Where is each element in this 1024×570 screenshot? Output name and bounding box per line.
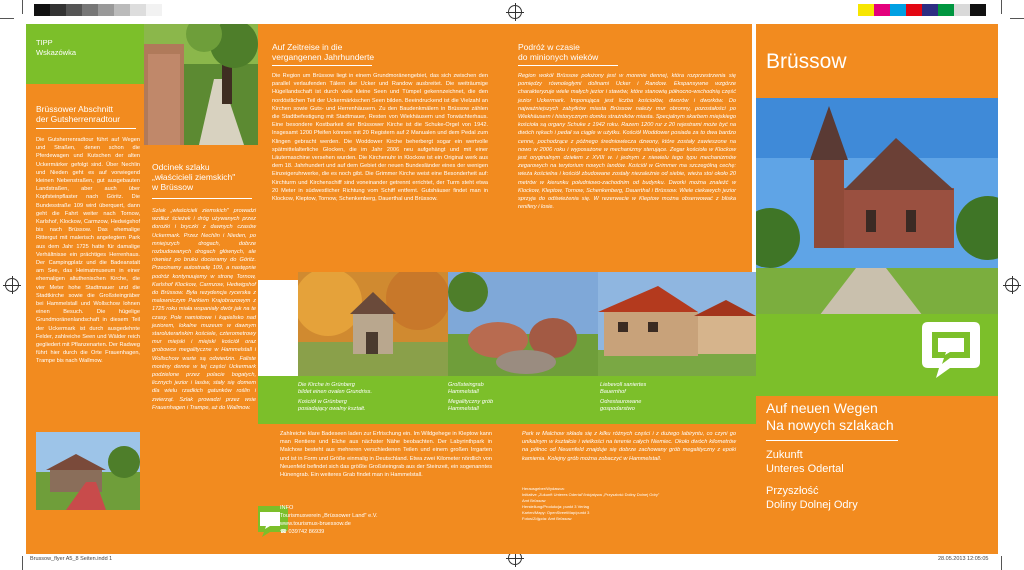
cover-initiative-line1: Zukunft bbox=[766, 449, 803, 461]
caption-pl-line2: posiadający owalny kształt. bbox=[298, 406, 366, 412]
caption-grave bbox=[448, 382, 493, 413]
info-label: INFO bbox=[280, 505, 294, 511]
panel3-body: Die Region um Brüssow liegt in einem Grundmoränengebiet, das sich zwischen den parallel verlaufenden Tälern der Ucker und Randow ausbreitet. Die weiträumige Hügellandschaft ist durch viele kleine Seen und Tümpel gekennzeichnet, die den nordöstlichen Teil der Uckermärkischen Seen bilden. Beeindruckend ist die Vielzahl an Kirchen sowie Guts- und Herrenhäusern. Zu den Baudenkmälern in Brüssow zählen die Stadtbefestigung mit Stadtmauer, Resten von Wiekhäusern und Torwächterhaus. Eine besondere Kostbarkeit der Brüssower Kirche ist die Schuke-Orgel von 1942. Insgesamt 1200 Pfeifen können mit 20 Registern auf 2 Manualen und dem Pedal zum Klingen gebracht werden. Die Woddower Kirche beherbergt sogar ein wertvolle spätmittelalterliche Glocken, die im Jahr 2006 neu aufgehängt und mit einer Läutemaschine versehen wurden. Die Kirchenuhr in Klockow ist ein Original werk aus dem 18. Jahrhundert und auf dem Gebiet der neuen Bundesländer eines der wenigen Einzeigeruhrwerke, die es noch gibt. Die Grimmer Kirche weist eine Besonderheit auf: Kirchturm und Kirchenschiff sind voneinander getrennt errichtet, der Turm steht etwa 20 Meter in südwestlicher Richtung vom Schiff entfernt. Gutshäuser findet man in Klockow, Kleptow, Tornow, Schenkenberg, Dauerthal und Brüssow. bbox=[272, 73, 488, 203]
cover-initiative-line2: Unteres Odertal bbox=[766, 463, 844, 475]
panel3-heading-line2: vergangenen Jahrhunderte bbox=[272, 52, 375, 62]
photo-town-wall-path bbox=[144, 24, 258, 145]
panel-zeitreise-pl bbox=[506, 24, 752, 280]
cover-green-band bbox=[756, 314, 998, 396]
panel-badeseen-de bbox=[258, 424, 506, 554]
tip-badge bbox=[26, 24, 144, 84]
crop-mark bbox=[0, 18, 14, 19]
panel1-heading bbox=[36, 104, 120, 124]
caption-grunberg bbox=[298, 382, 372, 413]
panel2-heading-line2: „właścicieli ziemskich" bbox=[152, 172, 236, 182]
panel2-body: Szlak „właścicieli ziemskich" prowadzi wzdłuż ścieżek i dróg używanych przez dorożki i bryczki z dawnych czasów Uckermark. Przez Nechlin i Nieden, po mniejszych drogach, dobrze rozbudowanych drogach głównych, ale również po bruku docieramy do Göritz. Przecinamy autostradę 109, a następnie podróż kontynuujemy w stronę Tornow, Karlshof Klockow, Carmzow, Hedwigshof do Brüssow. Była rezydencja rycerska z malowniczym Parkiem Krajobrazowym z 1725 roku miała wspaniały dwór jak na te czasy. Pole namiotowe i kąpielisko nad jeziorem, lokalne muzeum w dawnym staroluterańskim kościele, czterometrowy mur miejski i miejski kościół oraz grobowce megalityczne w Hammelstall i Wollschow warte są odwiedzin. Faliste morény denne w tej części Uckermark podzielone przez polacie bogatych, licznych jezior i lasów, stały się domem dla wielu rzadkich gatunków roślin i zwierząt. Szlak prowadzi przez wsie Frauenhagen i Trampe, aż do Wallmow. bbox=[152, 208, 256, 411]
panel3-heading bbox=[272, 42, 374, 62]
slug-file: Brussow_flyer A5_8 Seiten.indd 1 bbox=[30, 556, 113, 562]
photo-old-house-cyclepath bbox=[36, 432, 140, 510]
caption-pl-line2: Hammelstall bbox=[448, 406, 479, 412]
imprint-line: Herstellung/Produkcja: punkt 3 Verlag bbox=[522, 504, 589, 509]
panel-cover bbox=[756, 24, 998, 554]
panel-gutsherrenradtour-de bbox=[26, 24, 258, 554]
crop-mark bbox=[1001, 0, 1002, 14]
color-control-strip bbox=[858, 4, 986, 16]
divider bbox=[272, 65, 372, 66]
imprint-line: Fotos/Zdjęcia: Amt Brüssow bbox=[522, 516, 572, 521]
caption-de: Großsteingrab bbox=[448, 382, 484, 388]
panel1-heading-line2: der Gutsherrenradtour bbox=[36, 114, 121, 124]
cover-subtitle bbox=[766, 400, 894, 434]
crop-mark bbox=[22, 0, 23, 14]
tip-label-de: TIPP bbox=[36, 38, 53, 47]
slug-date: 28.05.2013 12:05:05 bbox=[938, 556, 989, 562]
panel4-heading-line2: do minionych wieków bbox=[518, 52, 599, 62]
panel3-heading-line1: Auf Zeitreise in die bbox=[272, 42, 343, 52]
captions-band bbox=[258, 376, 758, 424]
info-website-link[interactable]: www.tourismus-bruessow.de bbox=[280, 521, 351, 527]
registration-mark-left bbox=[5, 278, 19, 292]
cover-title: Brüssow bbox=[766, 50, 847, 73]
photo-farmhouse bbox=[598, 272, 756, 382]
imprint-line: Herausgeber/Wydawca: bbox=[522, 486, 565, 491]
photo-brussow-church bbox=[756, 98, 998, 320]
cover-initiative bbox=[766, 448, 858, 512]
divider bbox=[36, 128, 136, 129]
panel4-heading bbox=[518, 42, 598, 62]
panel4-body: Region wokół Brüssow położony jest w morenie dennej, która rozprzestrzenia się pomiędzy równoległymi dolinami Ucker i Randow. Ekspansywne wzgórze charakteryzuje wiele małych jezior i stawów, które stanowią północno-wschodnią część jezior Uckermark. Imponująca jest liczba kościołów, dworów i dworków. Do najważniejszych zabytków miasta Brüssow należy mur obronny, pozostałości po Wiekhäusern i historycznym domku strażników miasta. Specjalnym skarbem miejskiego kościoła są organy Schuke z 1942 roku. Razem 1200 rur z 20 rejestrami może być na dwóch rękach i pedał sa ciągle w użytku. Kościół Woddower posiada za to dwa bardzo cenne, pochodzące z późnego średniowiecza dzwony, które zostały zawieszone na nowo w 2006 roku i wyposażone w mechanizmy sterujące. Zegar kościoła w Klockow jest oryginalnym dziełem z XVIII w. i jednym z niewielu tego typu mechanizmów zegarowych na terytorium nowych landów. Kościół w Grimmer ma szczególną cechę: wieża kościelna i kościół zbudowane zostały niezależnie od siebie, wieża stoi około 20 metrów w kierunku południowo-zachodnim od budynku. Dworki można znaleźć w Klockow, Kleptow, Tornow, Schenkenberg, Dauerthal i Brüssow. Wiele ciekawych jezior sprzyja do odświeżenia się. W rezerwacie w Kleptow można obserwować z bliska renifery i losie. bbox=[518, 73, 736, 211]
caption-de-line2: bildet einen ovalen Grundriss. bbox=[298, 389, 373, 395]
crop-mark bbox=[22, 556, 23, 570]
crop-mark bbox=[1001, 556, 1002, 570]
panel4-heading-line1: Podróż w czasie bbox=[518, 42, 580, 52]
panel1-body: Die Gutsherrenradtour führt auf Wegen und Straßen, denen schon die Pferdewagen und Kutschen der alten Uckermärker gefolgt sind. Über Nechlin und Nieden geht es auf vorwiegend kleinen Nebenstraßen, gut ausgebauten Landstraßen, aber auch über Kopfsteinpflaster nach Göritz. Die Bundesstraße 109 wird überquert, dann geht die Fahrt weiter nach Tornow, Karlshof, Klockow, Carmzow, Hedwigshof bis nach Brüssow. Das ehemalige Rittergut mit malerisch angelegtem Park aus dem Jahr 1725 hatte für damalige Verhältnisse ein prächtiges Herrenhaus. Der Campingplatz und die Badeanstalt am See, das Heimatmuseum in einer ehemaligen altuthenischen Kirche, die vier Meter hohe Stadtmauer und die Stadtkirche sowie die Großsteingräber bei Hammelstall und Wollschow lohnen einen Besuch. Die hügelige Grundmoränenlandschaft in diesem Teil der Uckermark ist durch ausgedehnte Felder, zahlreiche Seen und Wälder reich gegliedert mit Pflanzenarten. Der Radweg führt hier durch die Orte Frauenhagen, Trampe bis nach Wallmow. bbox=[36, 137, 140, 365]
imprint-line: Initiative „Zukunft Unteres Odertal"/Inicjatywa „Przyszłość Doliny Dolnej Odry" bbox=[522, 492, 660, 497]
caption-pl: Kościół w Grünberg bbox=[298, 399, 347, 405]
panel-zeitreise-de bbox=[258, 24, 506, 280]
tip-label-pl: Wskazówka bbox=[36, 48, 77, 57]
panel-badeseen-pl bbox=[506, 424, 758, 554]
initiative-logo-icon bbox=[918, 320, 984, 385]
info-block bbox=[280, 504, 378, 536]
registration-mark-right bbox=[1005, 278, 1019, 292]
caption-de: Liebevoll saniertes bbox=[600, 382, 647, 388]
info-phone: ☎ 039742 86939 bbox=[280, 529, 325, 535]
panel7-body: Park w Malchow składa się z kilku różnych części i z dużego labiryntu, co czyni go unikalnym w kształcie i wielkości na terenie całych Niemiec. Około dwóch kilometrów na północ od Neuenfeld znajduje się dobrze zachowany grób megalityczny z epoki kamienia. Kolejny grób można zobaczyć w Hammelstall. bbox=[522, 431, 736, 462]
caption-pl: Megalityczny grób bbox=[448, 399, 494, 405]
caption-farmhouse bbox=[600, 382, 646, 413]
panel1-heading-line1: Brüssower Abschnitt bbox=[36, 104, 114, 114]
grayscale-control-strip bbox=[34, 4, 162, 16]
caption-pl-line2: gospodarstwo bbox=[600, 406, 635, 412]
panel6-body: Zahlreiche klare Badeseen laden zur Erfrischung ein. Im Wildgehege in Kleptow kann man Rentiere und Elche aus nächster Nähe beobachten. Der Labyrinthpark in Malchow besteht aus mehreren verschiedenen Teilen und einem großen Irrgarten und ist in Form und Größe einmalig in Deutschland. Etwa zwei Kilometer nördlich von Neuenfeld befindet sich das größte Großsteingrab aus der Steinzeit, ein sogenanntes Hünengrab. Ein weiteres Grab findet man in Hammelstall. bbox=[280, 431, 492, 479]
photo-grunberg-church bbox=[298, 272, 448, 382]
cover-subtitle-pl: Na nowych szlakach bbox=[766, 417, 894, 433]
info-org: Tourismusverein „Brüssower Land" e.V. bbox=[280, 513, 378, 519]
caption-de: Die Kirche in Grünberg bbox=[298, 382, 355, 388]
cover-initiative-line3: Przyszłość bbox=[766, 485, 819, 497]
divider bbox=[152, 198, 252, 199]
caption-de-line2: Bauernhof bbox=[600, 389, 626, 395]
imprint-line: Karten/Mapy: OpenStreetMap/punkt 3 bbox=[522, 510, 590, 515]
imprint bbox=[522, 486, 659, 522]
caption-de-line2: Hammelstall bbox=[448, 389, 479, 395]
caption-pl: Odrestaurowane bbox=[600, 399, 642, 405]
divider bbox=[518, 65, 618, 66]
divider bbox=[766, 440, 898, 441]
imprint-line: Amt Brüssow bbox=[522, 498, 546, 503]
panel2-heading-line3: w Brüssow bbox=[152, 182, 194, 192]
crop-mark bbox=[1010, 18, 1024, 19]
cover-subtitle-de: Auf neuen Wegen bbox=[766, 400, 878, 416]
photo-megalithic-grave bbox=[448, 272, 598, 382]
cover-initiative-line4: Doliny Dolnej Odry bbox=[766, 499, 858, 511]
panel2-heading bbox=[152, 162, 235, 192]
panel2-heading-line1: Odcinek szlaku bbox=[152, 162, 210, 172]
registration-mark-top bbox=[508, 5, 522, 19]
